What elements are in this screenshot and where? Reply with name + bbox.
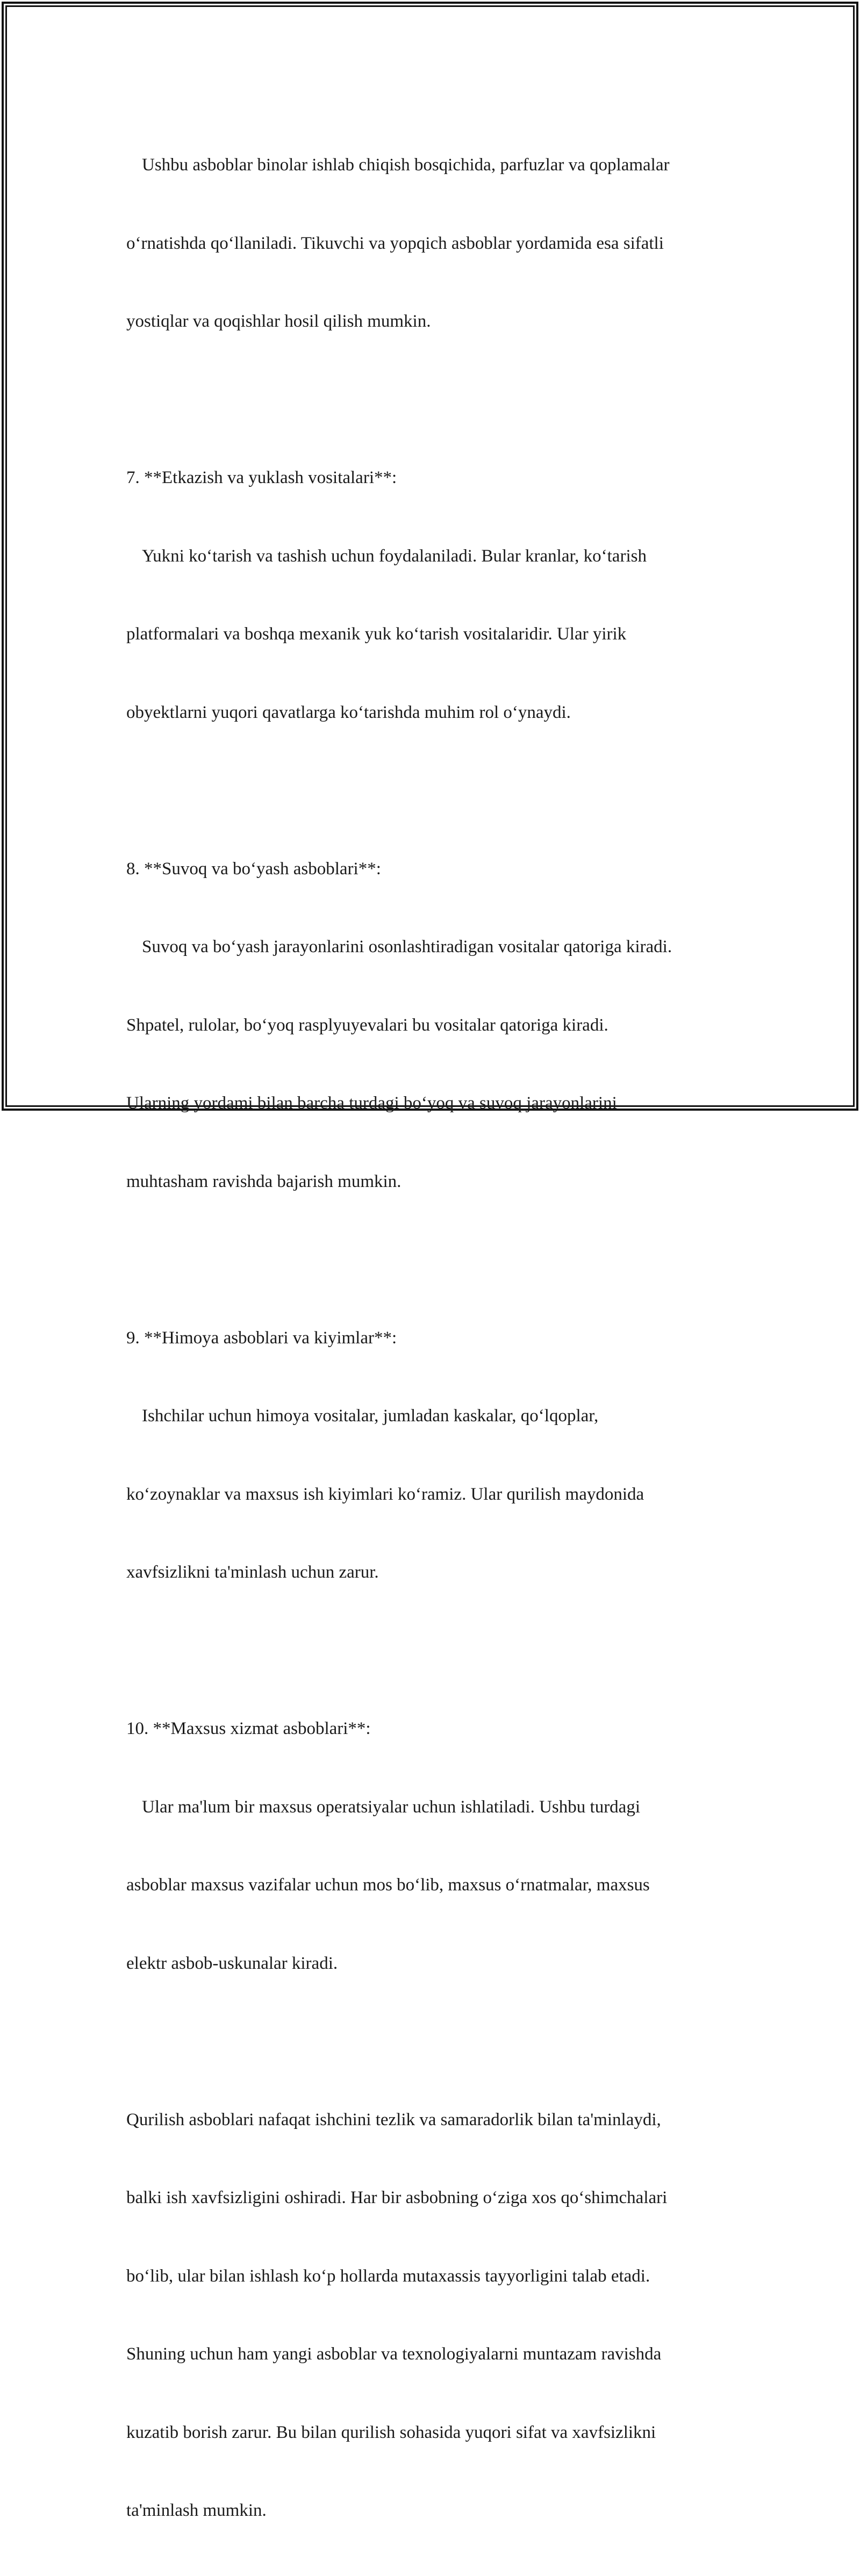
section-heading: 9. **Himoya asboblari va kiyimlar**: (126, 1328, 397, 1348)
conclusion-paragraph (126, 2055, 739, 2576)
text-line: Shuning uchun ham yangi asboblar va texnologiyalarni muntazam ravishda (126, 2344, 662, 2364)
text-line: ko‘zoynaklar va maxsus ish kiyimlari ko‘ramiz. Ular qurilish maydonida (126, 1484, 644, 1504)
text-line: ta'minlash mumkin. (126, 2501, 267, 2520)
text-line: Suvoq va bo‘yash jarayonlarini osonlashtiradigan vositalar qatoriga kiradi. (142, 937, 672, 956)
text-line: asboblar maxsus vazifalar uchun mos bo‘lib, maxsus o‘rnatmalar, maxsus (126, 1875, 650, 1895)
text-line: Qurilish asboblari nafaqat ishchini tezlik va samaradorlik bilan ta'minlaydi, (126, 2110, 661, 2129)
text-line: Ishchilar uchun himoya vositalar, jumladan kaskalar, qo‘lqoplar, (142, 1406, 599, 1426)
text-line: Yukni ko‘tarish va tashish uchun foydalaniladi. Bular kranlar, ko‘tarish (142, 546, 647, 566)
text-line: Ushbu asboblar binolar ishlab chiqish bosqichida, parfuzlar va qoplamalar (142, 155, 670, 175)
text-line: elektr asbob-uskunalar kiradi. (126, 1953, 338, 1973)
section-7 (126, 413, 739, 778)
text-line: Ular ma'lum bir maxsus operatsiyalar uchun ishlatiladi. Ushbu turdagi (142, 1797, 640, 1817)
section-8 (126, 804, 739, 1247)
text-line: Shpatel, rulolar, bo‘yoq rasplyuyevalari bu vositalar qatoriga kiradi. (126, 1015, 608, 1035)
intro-paragraph (126, 100, 739, 387)
section-heading: 7. **Etkazish va yuklash vositalari**: (126, 468, 397, 487)
text-line: kuzatib borish zarur. Bu bilan qurilish sohasida yuqori sifat va xavfsizlikni (126, 2422, 656, 2442)
text-line: bo‘lib, ular bilan ishlash ko‘p hollarda mutaxassis tayyorligini talab etadi. (126, 2266, 650, 2286)
text-line: Ularning yordami bilan barcha turdagi bo‘yoq va suvoq jarayonlarini (126, 1093, 617, 1113)
section-9 (126, 1273, 739, 1638)
document-body (126, 100, 739, 2576)
section-10 (126, 1664, 739, 2028)
text-line: o‘rnatishda qo‘llaniladi. Tikuvchi va yopqich asboblar yordamida esa sifatli (126, 233, 664, 253)
text-line: muhtasham ravishda bajarish mumkin. (126, 1171, 402, 1191)
text-line: obyektlarni yuqori qavatlarga ko‘tarishda muhim rol o‘ynaydi. (126, 702, 571, 722)
text-line: platformalari va boshqa mexanik yuk ko‘tarish vositalaridir. Ular yirik (126, 624, 627, 644)
section-heading: 10. **Maxsus xizmat asboblari**: (126, 1719, 371, 1738)
text-line: xavfsizlikni ta'minlash uchun zarur. (126, 1563, 379, 1582)
section-heading: 8. **Suvoq va bo‘yash asboblari**: (126, 859, 381, 879)
text-line: yostiqlar va qoqishlar hosil qilish mumkin. (126, 312, 431, 331)
text-line: balki ish xavfsizligini oshiradi. Har bir asbobning o‘ziga xos qo‘shimchalari (126, 2188, 668, 2207)
